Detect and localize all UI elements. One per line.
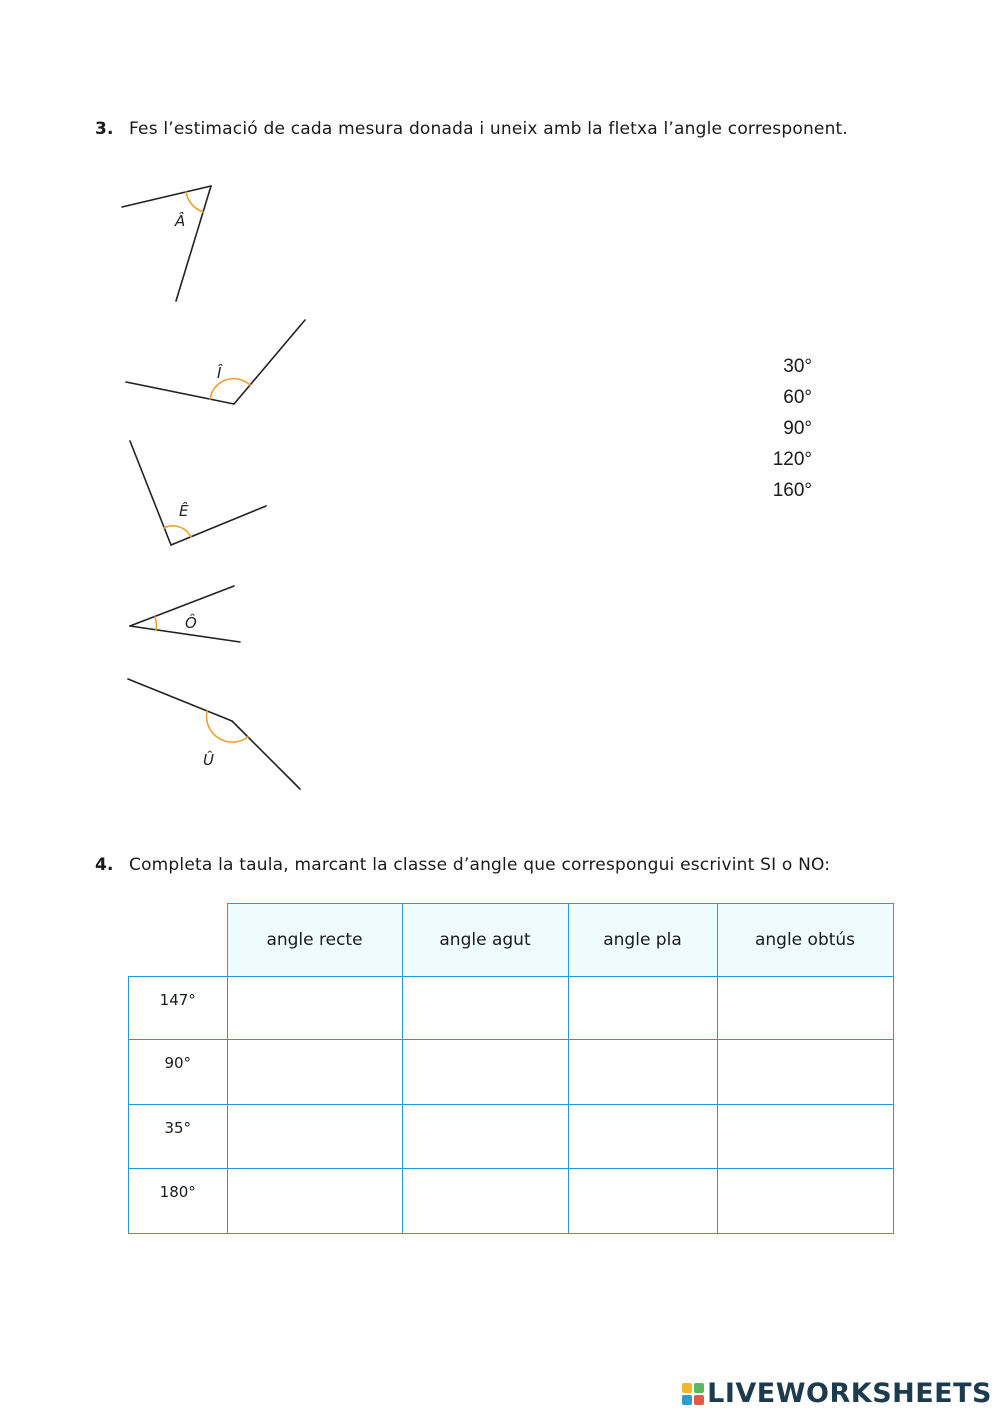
row-label: 147°	[129, 977, 228, 1040]
angle-label: Ô	[185, 614, 197, 632]
answer-cell[interactable]	[227, 1040, 402, 1105]
brand-name: LIVEWORKSHEETS	[707, 1378, 992, 1409]
answer-cell[interactable]	[402, 977, 568, 1040]
question-number: 3.	[95, 119, 114, 139]
column-header: angle pla	[568, 904, 717, 977]
angle-u-figure	[128, 679, 300, 789]
angle-class-table	[128, 903, 894, 1234]
measure-item: 90°	[783, 418, 812, 439]
measure-item: 120°	[772, 449, 812, 470]
angle-label: Î	[217, 364, 222, 382]
row-label: 35°	[129, 1105, 228, 1169]
answer-cell[interactable]	[568, 1105, 717, 1169]
table-row	[129, 1105, 894, 1169]
angle-i-figure	[126, 320, 305, 404]
answer-cell[interactable]	[402, 1040, 568, 1105]
measure-item: 30°	[783, 356, 812, 377]
column-header: angle agut	[402, 904, 568, 977]
answer-cell[interactable]	[227, 977, 402, 1040]
table-header-row	[129, 904, 894, 977]
question-text: Completa la taula, marcant la classe d’angle que correspongui escrivint SI o NO:	[129, 855, 831, 875]
logo-icon	[682, 1383, 704, 1405]
table-row	[129, 977, 894, 1040]
angle-label: Û	[203, 751, 214, 769]
measure-item: 60°	[783, 387, 812, 408]
answer-cell[interactable]	[227, 1105, 402, 1169]
angle-e-figure	[130, 441, 266, 545]
column-header: angle obtús	[717, 904, 893, 977]
answer-cell[interactable]	[568, 977, 717, 1040]
table-corner	[129, 904, 228, 977]
angle-a-figure	[122, 186, 211, 301]
liveworksheets-logo	[682, 1378, 992, 1409]
table-row	[129, 1040, 894, 1105]
row-label: 90°	[129, 1040, 228, 1105]
answer-cell[interactable]	[717, 1040, 893, 1105]
measure-list	[740, 356, 812, 511]
angle-label: Ê	[179, 502, 189, 520]
row-label: 180°	[129, 1169, 228, 1234]
answer-cell[interactable]	[227, 1169, 402, 1234]
question-text: Fes l’estimació de cada mesura donada i uneix amb la fletxa l’angle corresponent.	[129, 119, 849, 139]
table-row	[129, 1169, 894, 1234]
answer-cell[interactable]	[402, 1169, 568, 1234]
answer-cell[interactable]	[717, 1105, 893, 1169]
question-number: 4.	[95, 855, 114, 875]
question-4	[95, 855, 830, 875]
measure-item: 160°	[772, 480, 812, 501]
answer-cell[interactable]	[717, 977, 893, 1040]
answer-cell[interactable]	[402, 1105, 568, 1169]
answer-cell[interactable]	[568, 1040, 717, 1105]
column-header: angle recte	[227, 904, 402, 977]
angle-label: Â	[175, 212, 186, 230]
answer-cell[interactable]	[568, 1169, 717, 1234]
answer-cell[interactable]	[717, 1169, 893, 1234]
